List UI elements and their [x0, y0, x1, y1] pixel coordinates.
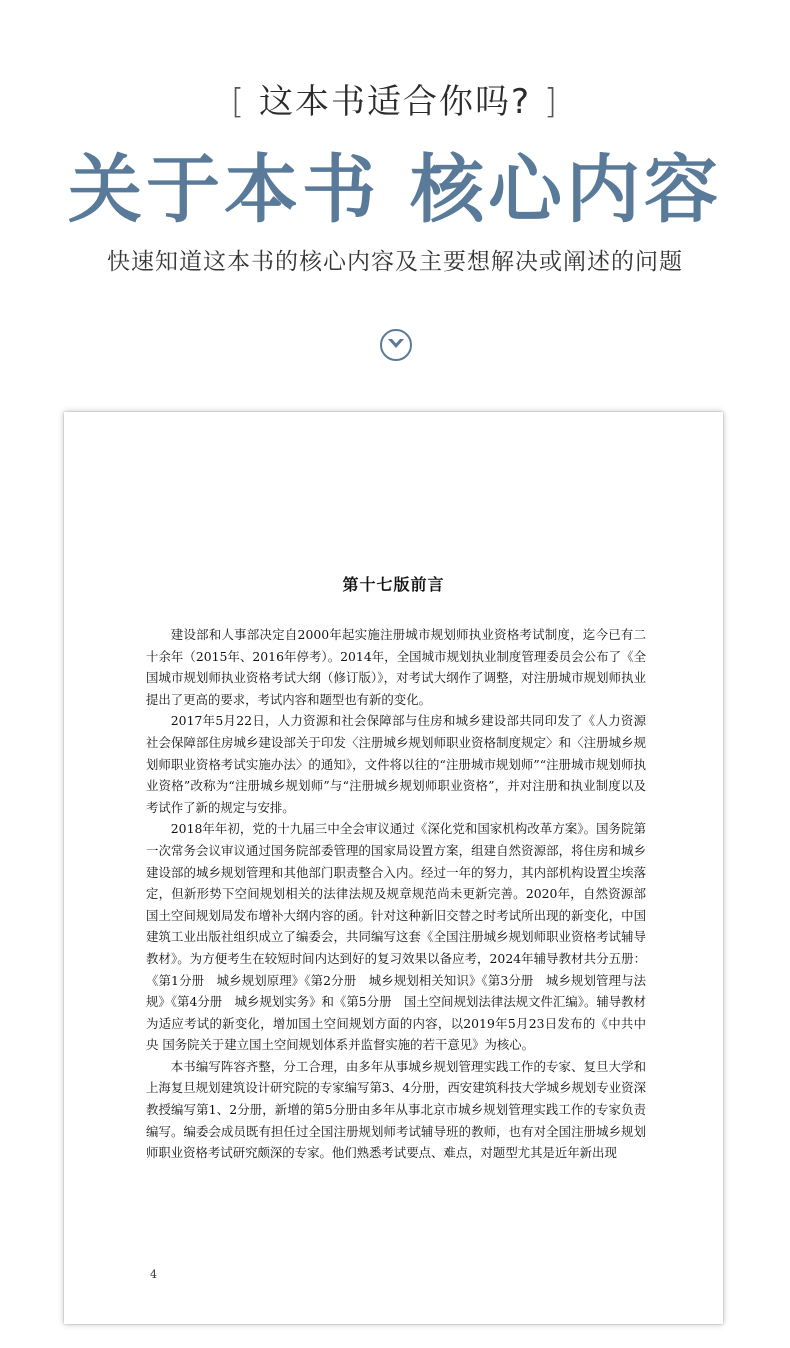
preface-body: [146, 624, 646, 1164]
book-page-preview: [64, 412, 723, 1324]
preface-heading: 第十七版前言: [342, 575, 445, 594]
page-title: [0, 142, 790, 238]
preface-paragraph: 2017年5月22日，人力资源和社会保障部与住房和城乡建设部共同印发了《人力资源社会保障部住房城乡建设部关于印发〈注册城乡规划师职业资格制度规定〉和〈注册城乡规划师职业资格考试实施办法〉的通知》，文件将以往的“注册城市规划师”“注册城市规划师执业资格”改称为“注册城乡规划师”与“注册城乡规划师职业资格”，并对注册和执业制度以及考试作了新的规定与安排。: [146, 713, 646, 815]
chevron-down-circle-icon[interactable]: [380, 329, 412, 361]
preface-paragraph: 本书编写阵容齐整，分工合理，由多年从事城乡规划管理实践工作的专家、复旦大学和上海复旦规划建筑设计研究院的专家编写第3、4分册，西安建筑科技大学城乡规划专业资深教授编写第1、2分册，新增的第5分册由多年从事北京市城乡规划管理实践工作的专家负责编写。编委会成员既有担任过全国注册规划师考试辅导班的教师，也有对全国注册城乡规划师职业资格考试研究颇深的专家。他们熟悉考试要点、难点，对题型尤其是近年新出现: [146, 1058, 646, 1161]
kicker-open-bracket: [: [230, 82, 247, 122]
section-kicker: [0, 80, 790, 124]
kicker-close-bracket: ]: [543, 82, 560, 122]
page-number: 4: [150, 1268, 157, 1281]
title-about-book: 关于本书: [68, 147, 380, 233]
page-subtitle: 快速知道这本书的核心内容及主要想解决或阐述的问题: [107, 249, 683, 275]
kicker-text: 这本书适合你吗?: [258, 82, 532, 122]
title-core-content: 核心内容: [410, 147, 722, 233]
preface-paragraph: 2018年年初，党的十九届三中全会审议通过《深化党和国家机构改革方案》。国务院第一次常务会议审议通过国务院部委管理的国家局设置方案，组建自然资源部，将住房和城乡建设部的城乡规划管理和其他部门职责整合入内。经过一年的努力，其内部机构设置尘埃落定，但新形势下空间规划相关的法律法规及规章规范尚未更新完善。2020年，自然资源部国土空间规划局发布增补大纲内容的函。针对这种新旧交替之时考试所出现的新变化，中国建筑工业出版社组织成立了编委会，共同编写这套《全国注册城乡规划师职业资格考试辅导教材》。为方便考生在较短时间内达到好的复习效果以备应考，2024年辅导教材共分五册：《第1分册 城乡规划原理》《第2分册 城乡规划相关知识》《第3分册 城乡规划管理与法规》《第4分册 城乡规划实务》和《第5分册 国土空间规划法律法规文件汇编》。辅导教材为适应考试的新变化，增加国土空间规划方面的内容，以2019年5月23日发布的《中共中央 国务院关于建立国土空间规划体系并监督实施的若干意见》为核心。: [146, 821, 646, 1053]
chevron-down-icon: [387, 338, 405, 352]
preface-paragraph: 建设部和人事部决定自2000年起实施注册城市规划师执业资格考试制度，迄今已有二十余年（2015年、2016年停考）。2014年，全国城市规划执业制度管理委员会公布了《全国城市规划师执业资格考试大纲（修订版）》，对考试大纲作了调整，对注册城市规划师执业提出了更高的要求，考试内容和题型也有新的变化。: [146, 627, 646, 707]
